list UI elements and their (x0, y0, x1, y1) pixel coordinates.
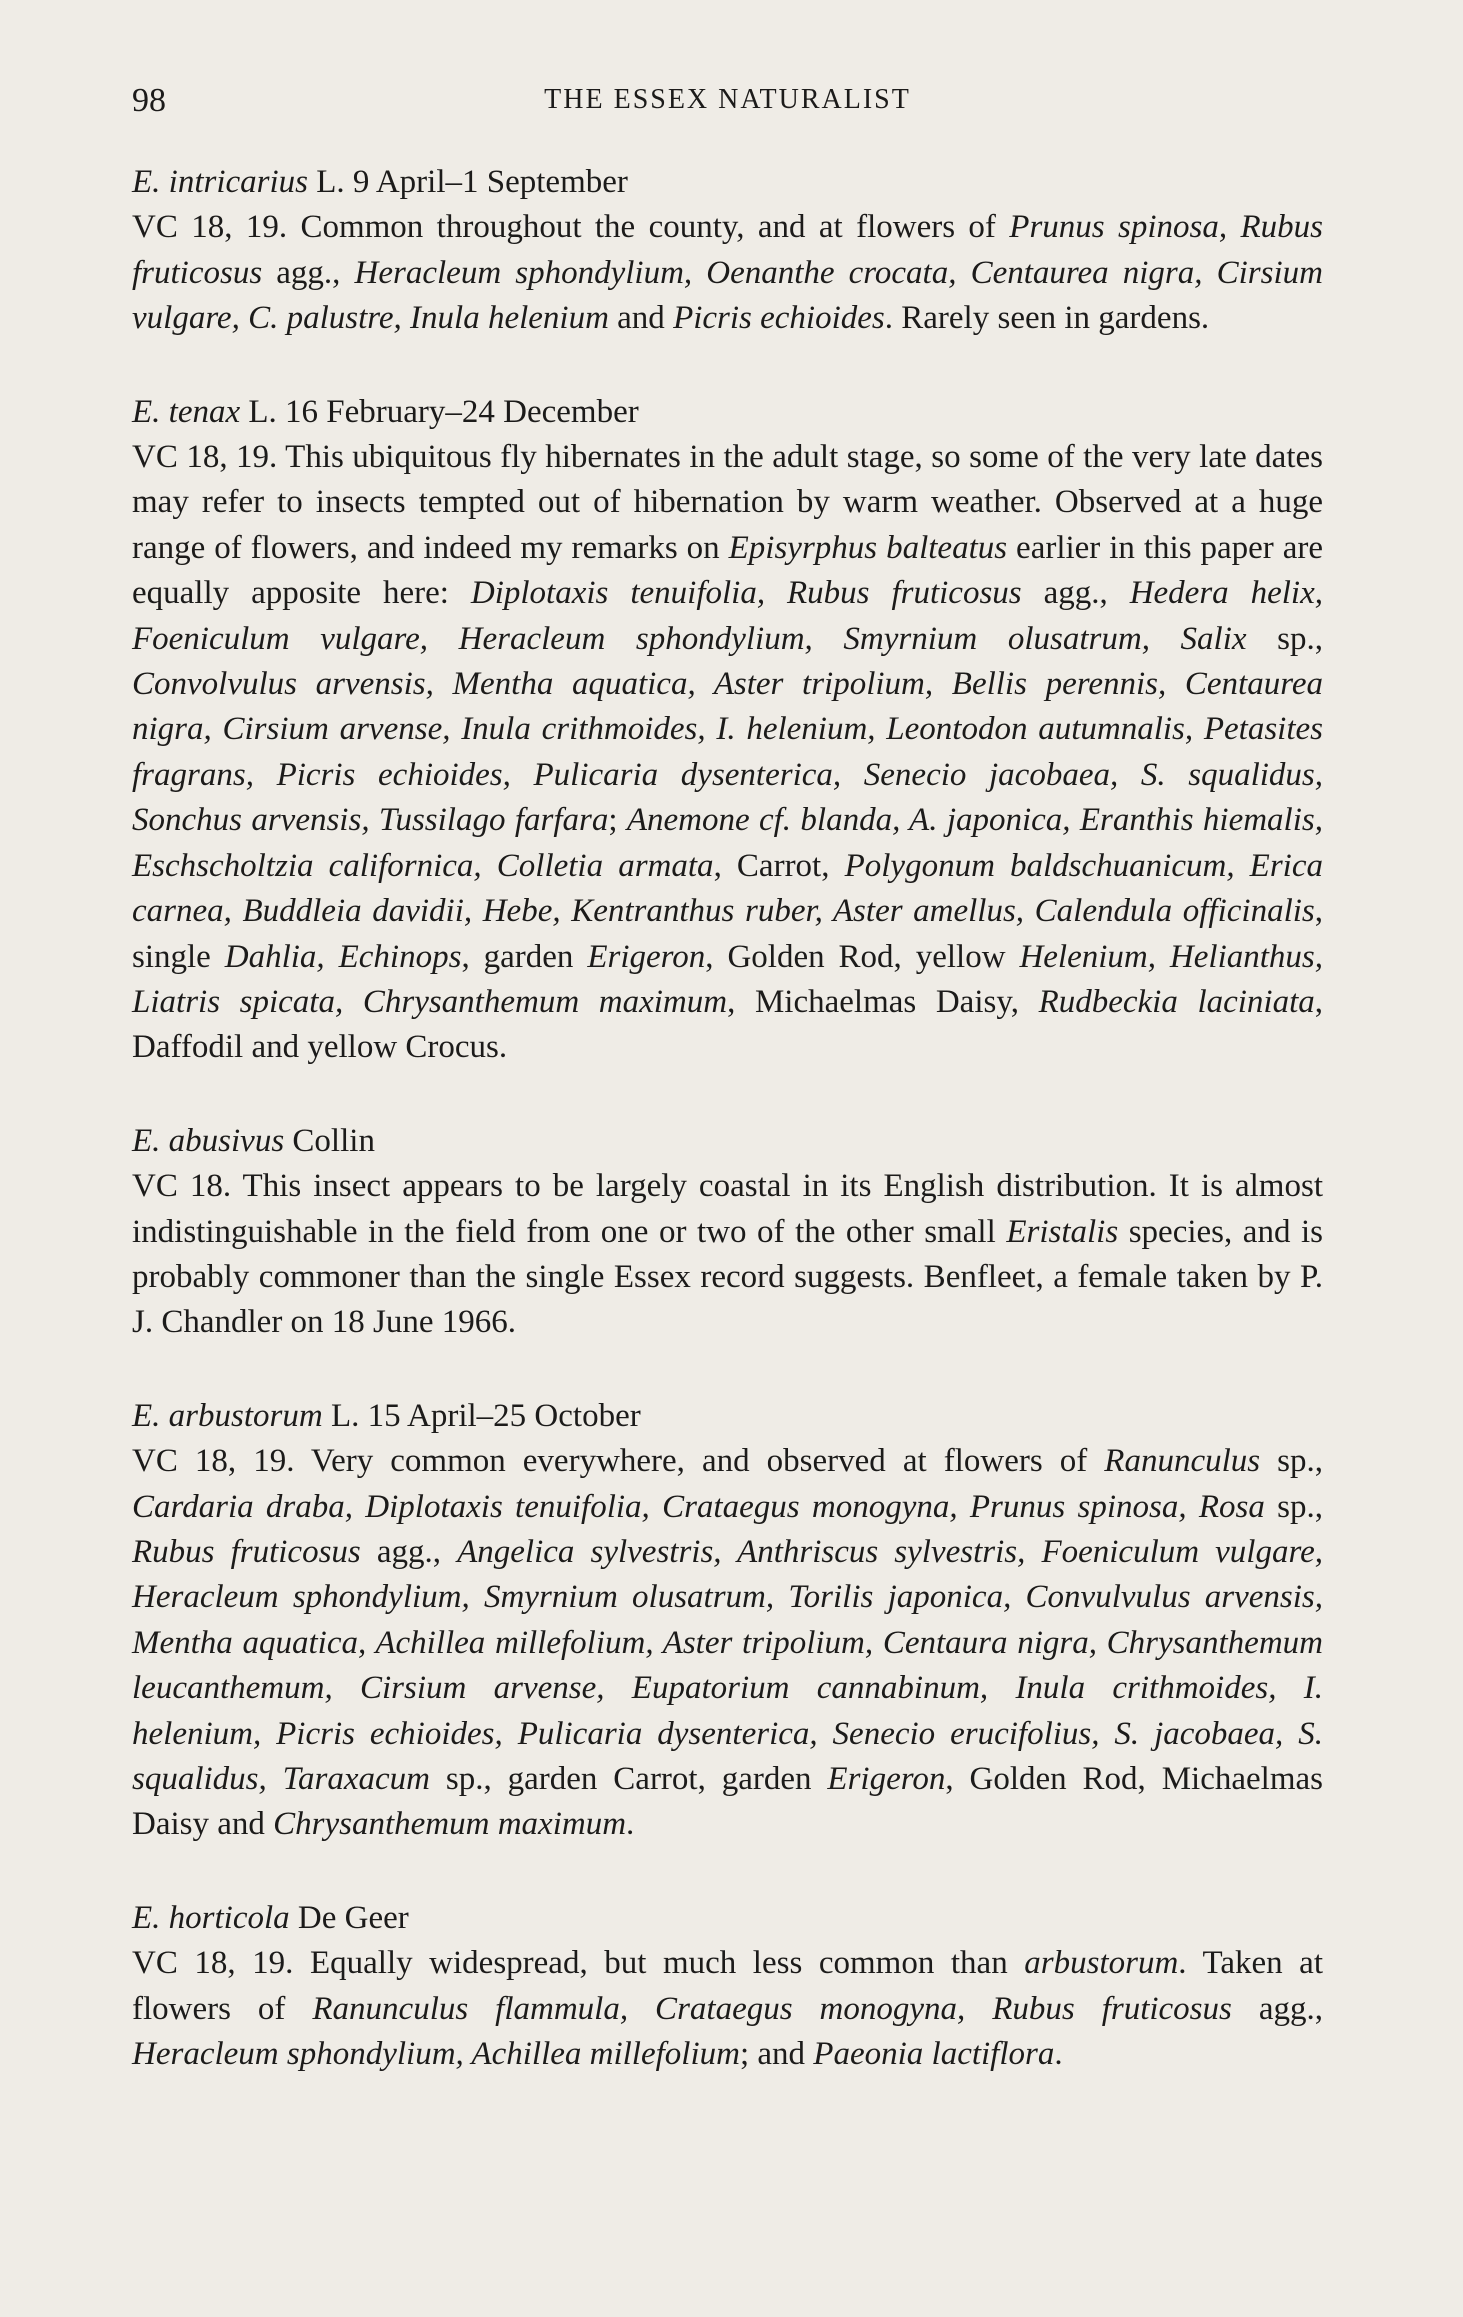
italic-run: Rubus fruticosus (132, 1533, 361, 1570)
species-entry (132, 390, 1323, 1071)
italic-run: Heracleum sphondylium, Oenanthe crocata, Centaurea nigra, Cirsium vulgare, C. palustre, Inula helenium (132, 254, 1323, 337)
species-heading: E. intricarius L. 9 April–1 September (132, 164, 628, 200)
italic-run: Paeonia lactiflora (813, 2036, 1055, 2073)
italic-run: Polygonum baldschuanicum, Erica carnea, Buddleia davidii, Hebe, Kentranthus ruber, Aster amellus, Calendula officinalis (132, 847, 1323, 930)
species-description: VC 18, 19. Equally widespread, but much less common than arbustorum. Taken at flowers of Ranunculus flammula, Crataegus monogyna, Rubus fruticosus agg., Heracleum sphondylium, Achillea millefolium; and Paeonia lactiflora. (132, 1945, 1323, 2073)
species-heading: E. arbustorum L. 15 April–25 October (132, 1397, 641, 1434)
species-entry (132, 1896, 1323, 2078)
italic-run: Ranunculus (1104, 1443, 1261, 1480)
italic-run: Angelica sylvestris, Anthriscus sylvestris, Foeniculum vulgare, Heracleum sphondylium, Smyrnium olusatrum, Torilis japonica, Convulvulus arvensis, Mentha aquatica, Achillea millefolium, Aster tripolium, Centaura nigra, Chrysanthemum leucanthemum, Cirsium arvense, Eupatorium cannabinum, Inula crithmoides, I. helenium, Picris echioides, Pulicaria dysenterica, Senecio erucifolius, S. jacobaea, S. squalidus, Taraxacum (132, 1533, 1323, 1797)
italic-run: Erigeron (827, 1761, 946, 1797)
italic-run: Convolvulus arvensis, Mentha aquatica, Aster tripolium, Bellis perennis, Centaurea nigra, Cirsium arvense, Inula crithmoides, I. helenium, Leontodon autumnalis, Petasites fragrans, Picris echioides, Pulicaria dysenterica, Senecio jacobaea, S. squalidus, Sonchus arvensis, Tussilago farfara (132, 666, 1323, 839)
italic-run: Ranunculus flammula, Crataegus monogyna, Rubus fruticosus (312, 1990, 1232, 2027)
italic-run: Dahlia, Echinops (224, 938, 462, 975)
italic-run: Heracleum sphondylium, Achillea millefolium (132, 2036, 740, 2073)
species-description: VC 18. This insect appears to be largely coastal in its English distribution. It is almost indistinguishable in the field from one or two of the other small Eristalis species, and is probably commoner than the single Essex record suggests. Benfleet, a female taken by P. J. Chandler on 18 June 1966. (132, 1168, 1323, 1341)
italic-run: Diplotaxis tenuifolia, Rubus fruticosus (470, 575, 1022, 612)
species-heading: E. tenax L. 16 February–24 December (132, 393, 639, 430)
italic-run: E. intricarius (132, 164, 309, 200)
species-description: VC 18, 19. Very common everywhere, and observed at flowers of Ranunculus sp., Cardaria draba, Diplotaxis tenuifolia, Crataegus monogyna, Prunus spinosa, Rosa sp., Rubus fruticosus agg., Angelica sylvestris, Anthriscus sylvestris, Foeniculum vulgare, Heracleum sphondylium, Smyrnium olusatrum, Torilis japonica, Convulvulus arvensis, Mentha aquatica, Achillea millefolium, Aster tripolium, Centaura nigra, Chrysanthemum leucanthemum, Cirsium arvense, Eupatorium cannabinum, Inula crithmoides, I. helenium, Picris echioides, Pulicaria dysenterica, Senecio erucifolius, S. jacobaea, S. squalidus, Taraxacum sp., garden Carrot, garden Erigeron, Golden Rod, Michaelmas Daisy and Chrysanthemum maximum. (132, 1443, 1324, 1843)
italic-run: Picris echioides (673, 300, 885, 337)
italic-run: E. horticola (132, 1899, 290, 1936)
species-description: VC 18, 19. Common throughout the county, and at flowers of Prunus spinosa, Rubus fruticosus agg., Heracleum sphondylium, Oenanthe crocata, Centaurea nigra, Cirsium vulgare, C. palustre, Inula helenium and Picris echioides. Rarely seen in gardens. (132, 209, 1323, 337)
page-body (132, 160, 1323, 2125)
italic-run: Cardaria draba, Diplotaxis tenuifolia, Crataegus monogyna, Prunus spinosa, Rosa (132, 1488, 1265, 1525)
italic-run: Eristalis (1006, 1213, 1119, 1250)
italic-run: E. arbustorum (132, 1397, 323, 1434)
italic-run: Helenium, Helianthus, Liatris spicata, Chrysanthemum maximum (132, 938, 1324, 1020)
species-entry (132, 160, 1323, 342)
running-title: THE ESSEX NATURALIST (544, 84, 911, 115)
italic-run: Anemone cf. blanda, A. japonica, Eranthis hiemalis, Eschscholtzia californica, Colletia armata (132, 802, 1323, 884)
species-entry (132, 1119, 1323, 1346)
species-heading: E. abusivus Collin (132, 1122, 375, 1159)
species-heading: E. horticola De Geer (132, 1899, 409, 1936)
italic-run: Episyrphus balteatus (728, 529, 1008, 566)
italic-run: Prunus spinosa, Rubus fruticosus (132, 209, 1323, 291)
italic-run: Rudbeckia laciniata (1038, 983, 1315, 1020)
italic-run: arbustorum (1024, 1945, 1179, 1982)
page-header (132, 82, 1323, 126)
species-entry (132, 1394, 1323, 1848)
italic-run: E. tenax (132, 393, 241, 430)
italic-run: Chrysanthemum maximum (273, 1806, 627, 1843)
italic-run: Hedera helix, Foeniculum vulgare, Heracleum sphondylium, Smyrnium olusatrum, Salix (132, 575, 1323, 657)
italic-run: Erigeron (587, 938, 706, 975)
page-number: 98 (132, 82, 166, 119)
species-description: VC 18, 19. This ubiquitous fly hibernates in the adult stage, so some of the very late dates may refer to insects tempted out of hibernation by warm weather. Observed at a huge range of flowers, and indeed my remarks on Episyrphus balteatus earlier in this paper are equally apposite here: Diplotaxis tenuifolia, Rubus fruticosus agg., Hedera helix, Foeniculum vulgare, Heracleum sphondylium, Smyrnium olusatrum, Salix sp., Convolvulus arvensis, Mentha aquatica, Aster tripolium, Bellis perennis, Centaurea nigra, Cirsium arvense, Inula crithmoides, I. helenium, Leontodon autumnalis, Petasites fragrans, Picris echioides, Pulicaria dysenterica, Senecio jacobaea, S. squalidus, Sonchus arvensis, Tussilago farfara; Anemone cf. blanda, A. japonica, Eranthis hiemalis, Eschscholtzia californica, Colletia armata, Carrot, Polygonum baldschuanicum, Erica carnea, Buddleia davidii, Hebe, Kentranthus ruber, Aster amellus, Calendula officinalis, single Dahlia, Echinops, garden Erigeron, Golden Rod, yellow Helenium, Helianthus, Liatris spicata, Chrysanthemum maximum, Michaelmas Daisy, Rudbeckia laciniata, Daffodil and yellow Crocus. (132, 439, 1324, 1066)
italic-run: E. abusivus (132, 1122, 285, 1159)
